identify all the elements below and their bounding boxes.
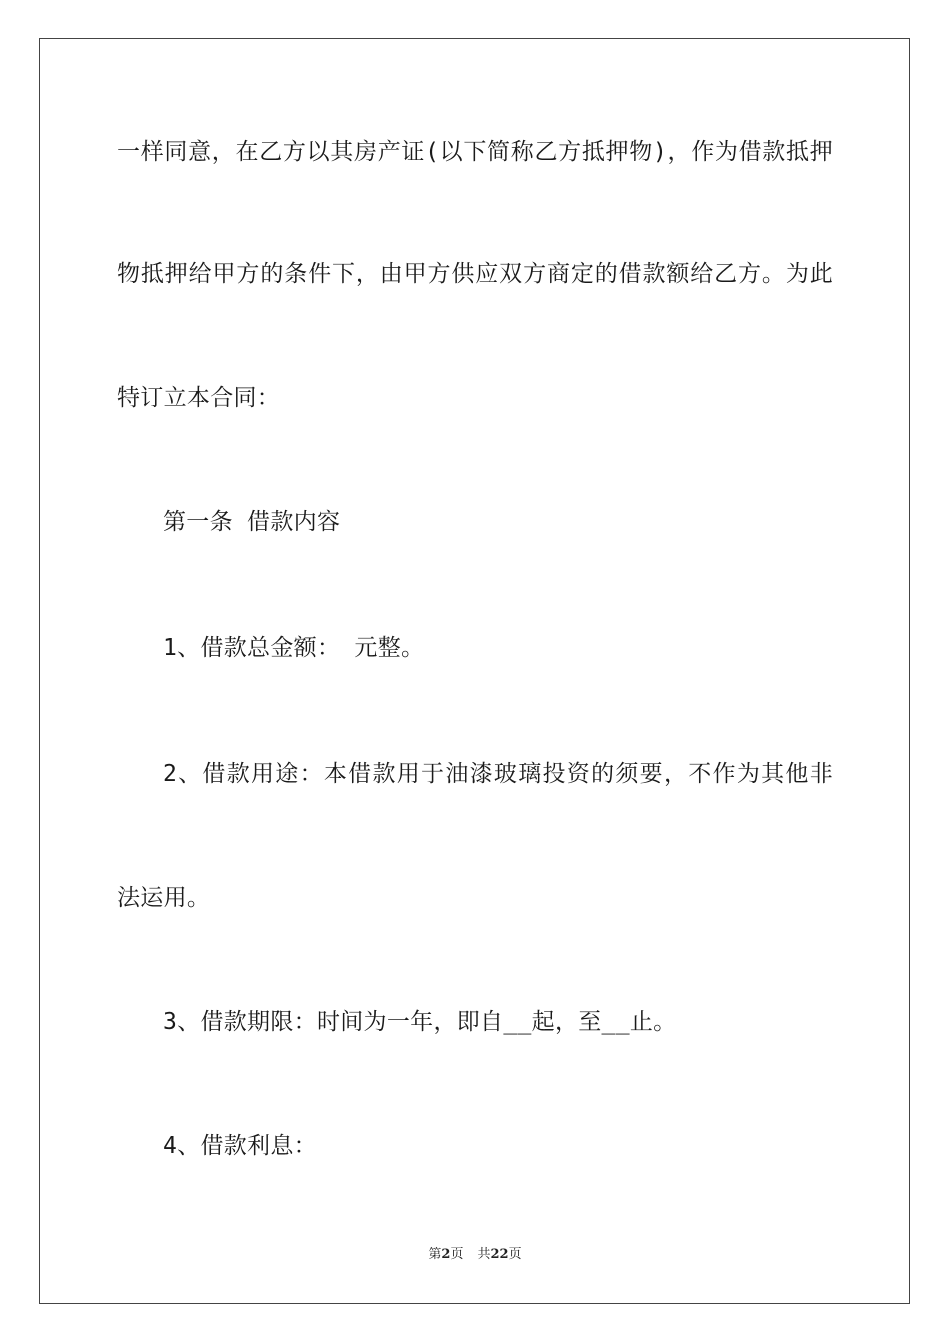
clause-2-line-1: 2、借款用途：本借款用于油漆玻璃投资的须要，不作为其他非	[163, 761, 833, 787]
clause-2-line-2: 法运用。	[117, 885, 211, 911]
clause-3: 3、借款期限：时间为一年，即自__起，至__止。	[163, 1009, 677, 1035]
page-footer	[0, 1246, 950, 1264]
page-border	[39, 38, 910, 1304]
paragraph-line-1: 一样同意，在乙方以其房产证(以下简称乙方抵押物)，作为借款抵押	[117, 139, 833, 165]
clause-4: 4、借款利息：	[163, 1133, 317, 1159]
total-suffix: 页	[508, 1247, 522, 1262]
article-heading: 第一条 借款内容	[163, 509, 341, 535]
paragraph-line-3: 特订立本合同：	[117, 385, 281, 411]
page-suffix: 页	[450, 1247, 464, 1262]
total-prefix: 共	[477, 1247, 491, 1262]
paragraph-line-2: 物抵押给甲方的条件下，由甲方供应双方商定的借款额给乙方。为此	[117, 261, 833, 287]
total-page-number: 22	[490, 1247, 509, 1262]
clause-1: 1、借款总金额： 元整。	[163, 635, 425, 661]
current-page-number: 2	[441, 1247, 451, 1262]
page-prefix: 第	[428, 1247, 442, 1262]
